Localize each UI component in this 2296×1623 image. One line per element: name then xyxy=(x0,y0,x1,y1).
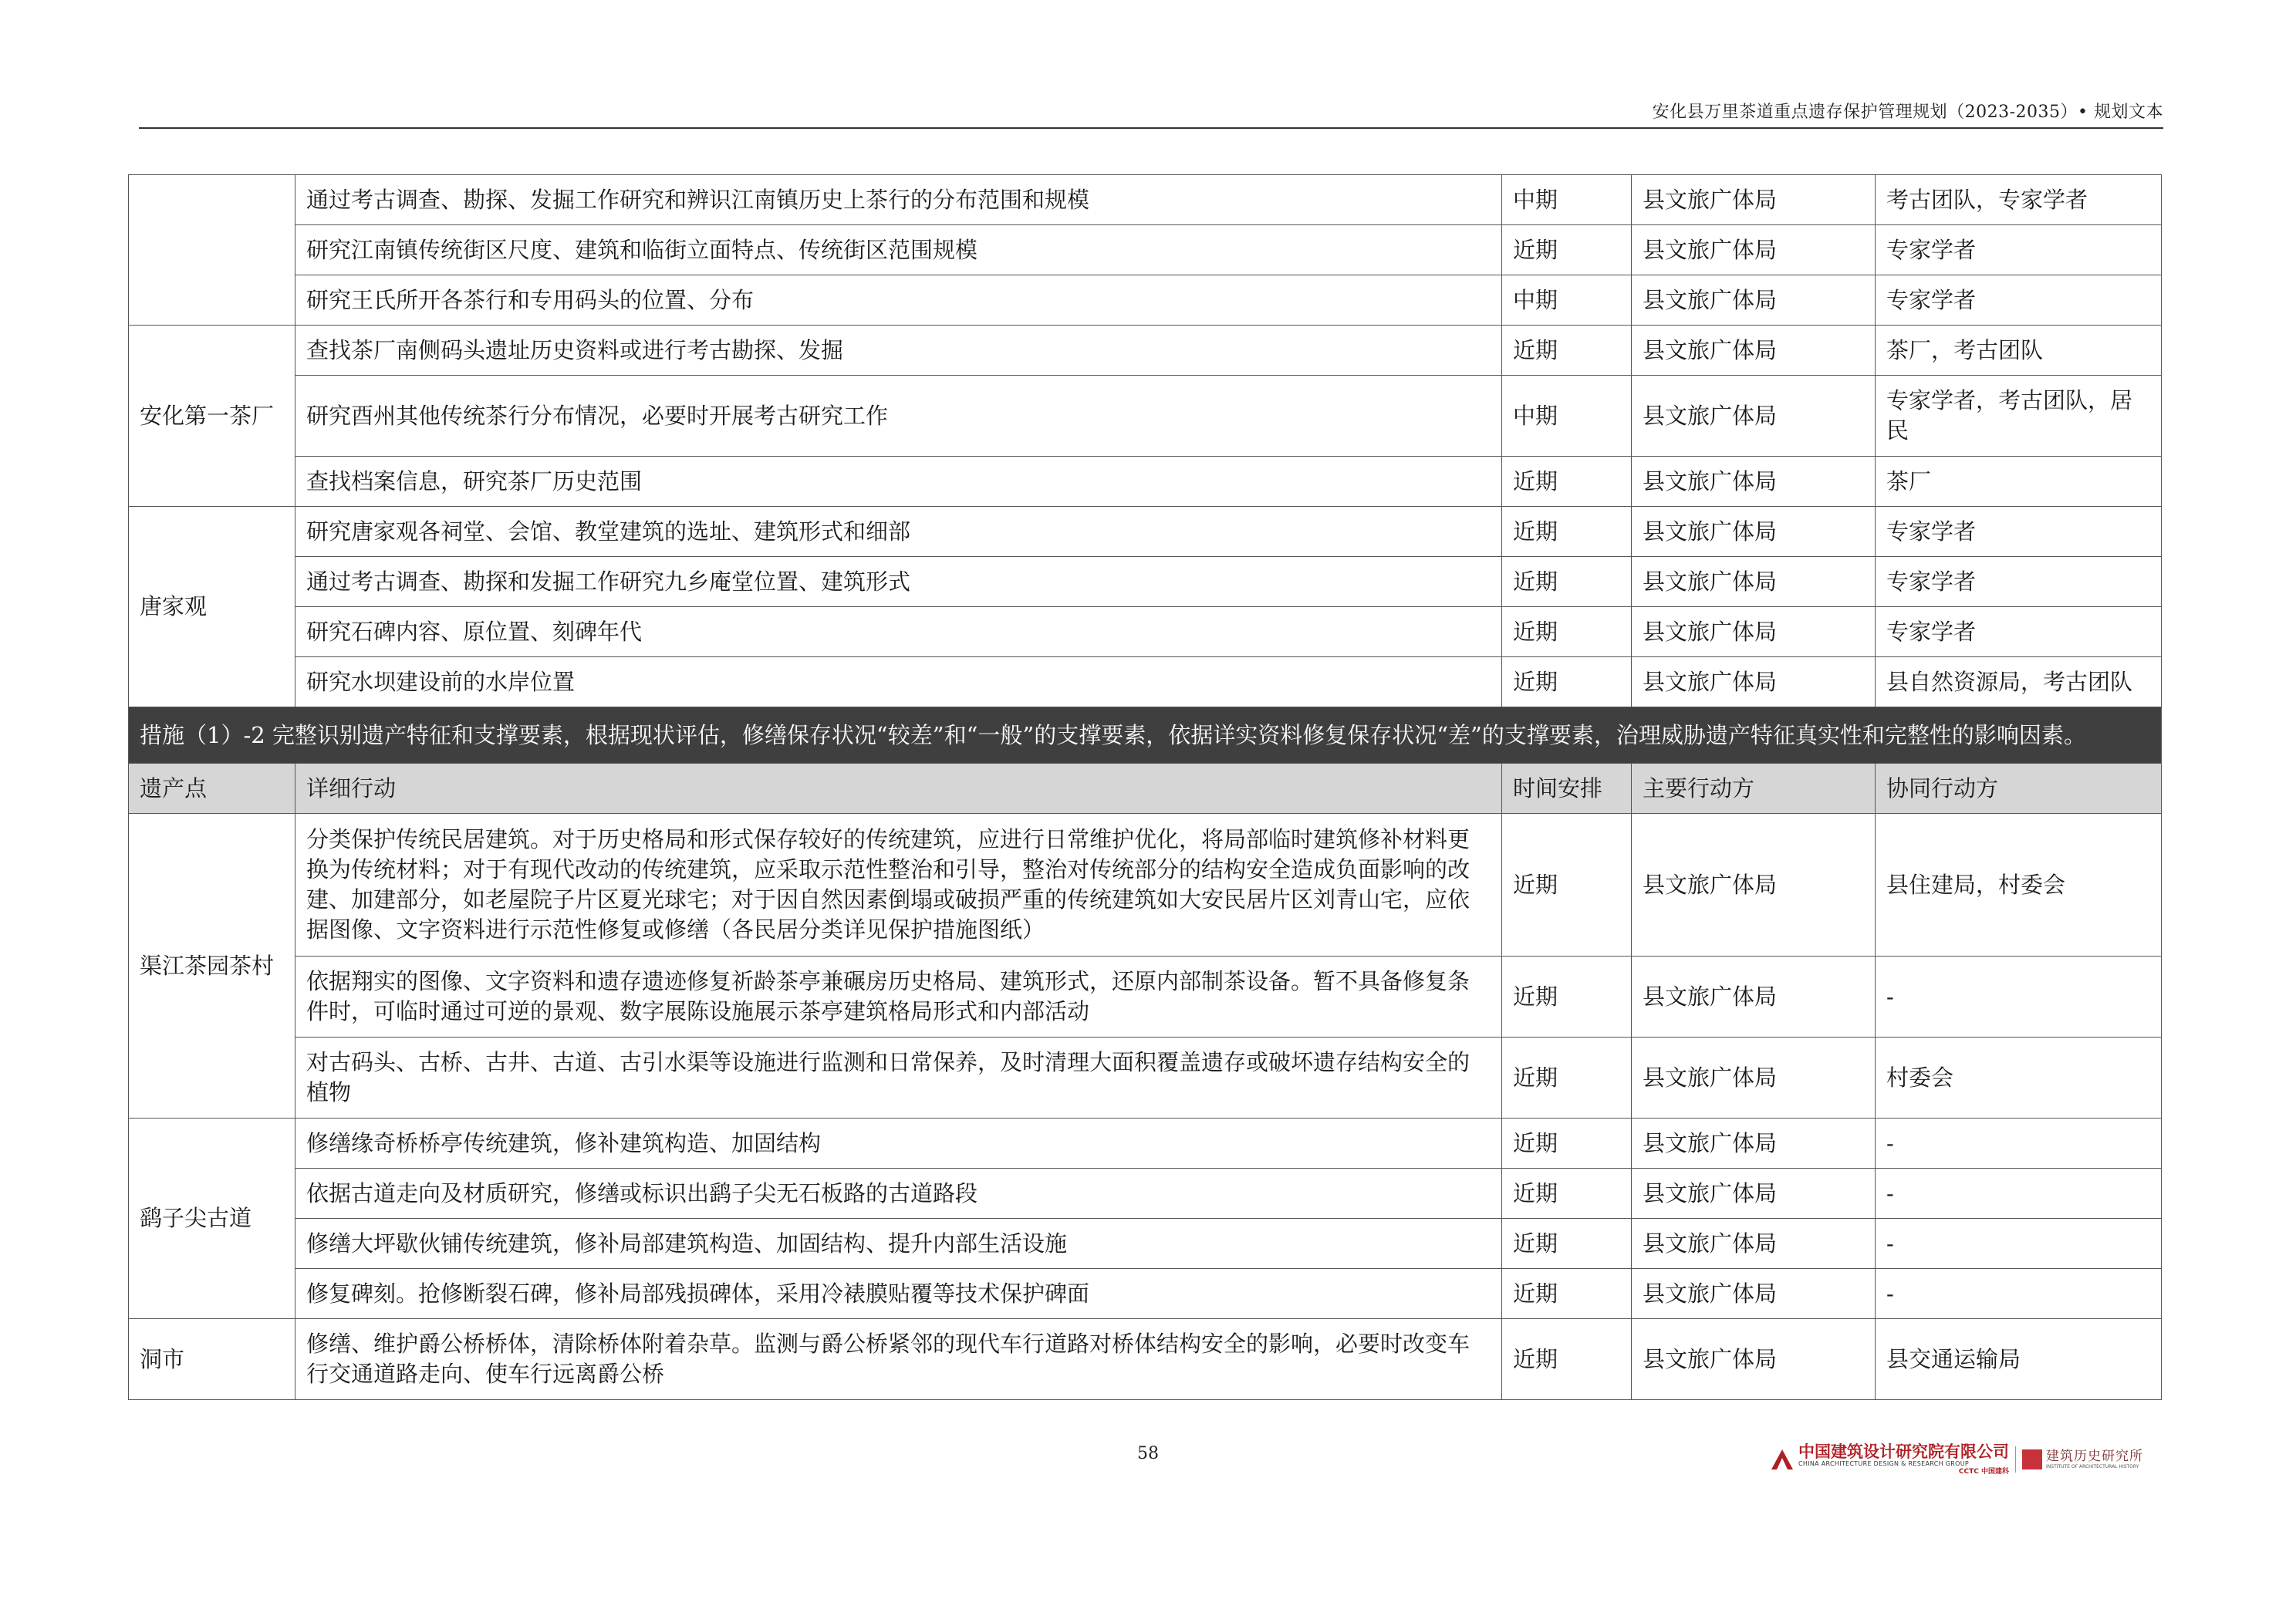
time-cell: 近期 xyxy=(1502,814,1632,957)
partner-cell: 茶厂，考古团队 xyxy=(1876,326,2162,376)
lead-cell: 县文旅广体局 xyxy=(1632,657,1876,707)
logo-divider xyxy=(2015,1446,2016,1473)
institute-logo xyxy=(2046,1449,2143,1470)
action-cell: 研究石碑内容、原位置、刻碑年代 xyxy=(295,607,1502,657)
cctc-logo: CCTC 中国建科 xyxy=(1958,1468,2009,1476)
column-header-lead: 主要行动方 xyxy=(1632,764,1876,814)
action-cell: 研究水坝建设前的水岸位置 xyxy=(295,657,1502,707)
partner-cell: 茶厂 xyxy=(1876,457,2162,507)
lead-cell: 县文旅广体局 xyxy=(1632,557,1876,607)
partner-cell: 专家学者 xyxy=(1876,507,2162,557)
action-cell: 依据翔实的图像、文字资料和遗存遗迹修复祈龄茶亭兼碾房历史格局、建筑形式，还原内部制茶设备。暂不具备修复条件时，可临时通过可逆的景观、数字展陈设施展示茶亭建筑格局形式和内部活动 xyxy=(295,957,1502,1038)
action-cell: 研究江南镇传统街区尺度、建筑和临街立面特点、传统街区范围规模 xyxy=(295,225,1502,275)
time-cell: 近期 xyxy=(1502,507,1632,557)
cadg-logo-text xyxy=(1798,1443,2009,1476)
table-row xyxy=(129,957,2162,1038)
partner-cell: 县交通运输局 xyxy=(1876,1319,2162,1400)
table-row xyxy=(129,1169,2162,1219)
table-row xyxy=(129,225,2162,275)
time-cell: 近期 xyxy=(1502,1219,1632,1269)
measure-banner-row xyxy=(129,707,2162,764)
partner-cell: - xyxy=(1876,1119,2162,1169)
action-cell: 修缮缘奇桥桥亭传统建筑，修补建筑构造、加固结构 xyxy=(295,1119,1502,1169)
site-cell xyxy=(129,175,295,326)
action-cell: 通过考古调查、勘探、发掘工作研究和辨识江南镇历史上茶行的分布范围和规模 xyxy=(295,175,1502,225)
table-row xyxy=(129,557,2162,607)
action-cell: 对古码头、古桥、古井、古道、古引水渠等设施进行监测和日常保养，及时清理大面积覆盖遗存或破坏遗存结构安全的植物 xyxy=(295,1038,1502,1119)
site-cell: 安化第一茶厂 xyxy=(129,326,295,507)
lead-cell: 县文旅广体局 xyxy=(1632,457,1876,507)
institute-seal-icon xyxy=(2022,1449,2042,1469)
action-plan-table xyxy=(128,174,2162,1400)
table-row xyxy=(129,814,2162,957)
lead-cell: 县文旅广体局 xyxy=(1632,1269,1876,1319)
partner-cell: 专家学者 xyxy=(1876,275,2162,326)
time-cell: 近期 xyxy=(1502,457,1632,507)
action-cell: 修复碑刻。抢修断裂石碑，修补局部残损碑体，采用冷裱膜贴覆等技术保护碑面 xyxy=(295,1269,1502,1319)
table-row xyxy=(129,657,2162,707)
action-cell: 修缮大坪歇伙铺传统建筑，修补局部建筑构造、加固结构、提升内部生活设施 xyxy=(295,1219,1502,1269)
partner-cell: - xyxy=(1876,1219,2162,1269)
partner-cell: 专家学者 xyxy=(1876,225,2162,275)
partner-cell: 专家学者 xyxy=(1876,557,2162,607)
partner-cell: 专家学者，考古团队，居民 xyxy=(1876,376,2162,457)
time-cell: 近期 xyxy=(1502,1169,1632,1219)
site-cell: 唐家观 xyxy=(129,507,295,707)
measure-banner: 措施（1）-2 完整识别遗产特征和支撑要素，根据现状评估，修缮保存状况“较差”和“一般”的支撑要素，依据详实资料修复保存状况“差”的支撑要素，治理威胁遗产特征真实性和完整性的影响因素。 xyxy=(129,707,2162,764)
site-cell: 渠江茶园茶村 xyxy=(129,814,295,1119)
column-header-action: 详细行动 xyxy=(295,764,1502,814)
action-cell: 通过考古调查、勘探和发掘工作研究九乡庵堂位置、建筑形式 xyxy=(295,557,1502,607)
partner-cell: 县住建局，村委会 xyxy=(1876,814,2162,957)
lead-cell: 县文旅广体局 xyxy=(1632,507,1876,557)
lead-cell: 县文旅广体局 xyxy=(1632,957,1876,1038)
cadg-logo-en: CHINA ARCHITECTURE DESIGN & RESEARCH GROUP xyxy=(1798,1460,1969,1467)
lead-cell: 县文旅广体局 xyxy=(1632,376,1876,457)
table-row xyxy=(129,1119,2162,1169)
time-cell: 近期 xyxy=(1502,1269,1632,1319)
action-cell: 研究酉州其他传统茶行分布情况，必要时开展考古研究工作 xyxy=(295,376,1502,457)
column-header-row xyxy=(129,764,2162,814)
action-cell: 修缮、维护爵公桥桥体，清除桥体附着杂草。监测与爵公桥紧邻的现代车行道路对桥体结构安全的影响，必要时改变车行交通道路走向、使车行远离爵公桥 xyxy=(295,1319,1502,1400)
table-row xyxy=(129,457,2162,507)
time-cell: 近期 xyxy=(1502,557,1632,607)
lead-cell: 县文旅广体局 xyxy=(1632,275,1876,326)
table-row xyxy=(129,507,2162,557)
site-cell: 鹞子尖古道 xyxy=(129,1119,295,1319)
partner-cell: - xyxy=(1876,1269,2162,1319)
header-title: 安化县万里茶道重点遗存保护管理规划（2023-2035）• 规划文本 xyxy=(1652,103,2163,122)
lead-cell: 县文旅广体局 xyxy=(1632,607,1876,657)
time-cell: 近期 xyxy=(1502,326,1632,376)
column-header-partner: 协同行动方 xyxy=(1876,764,2162,814)
table-row xyxy=(129,607,2162,657)
action-cell: 查找茶厂南侧码头遗址历史资料或进行考古勘探、发掘 xyxy=(295,326,1502,376)
page-number: 58 xyxy=(1137,1444,1159,1463)
time-cell: 中期 xyxy=(1502,175,1632,225)
footer-logos xyxy=(1771,1444,2143,1475)
time-cell: 近期 xyxy=(1502,1319,1632,1400)
lead-cell: 县文旅广体局 xyxy=(1632,1319,1876,1400)
time-cell: 近期 xyxy=(1502,1119,1632,1169)
lead-cell: 县文旅广体局 xyxy=(1632,1219,1876,1269)
partner-cell: 专家学者 xyxy=(1876,607,2162,657)
partner-cell: 村委会 xyxy=(1876,1038,2162,1119)
cadg-logo-icon xyxy=(1771,1449,1794,1470)
site-cell: 洞市 xyxy=(129,1319,295,1400)
cadg-logo-cn: 中国建筑设计研究院有限公司 xyxy=(1798,1442,2009,1461)
table-row xyxy=(129,326,2162,376)
time-cell: 近期 xyxy=(1502,225,1632,275)
action-cell: 依据古道走向及材质研究，修缮或标识出鹞子尖无石板路的古道路段 xyxy=(295,1169,1502,1219)
action-cell: 分类保护传统民居建筑。对于历史格局和形式保存较好的传统建筑，应进行日常维护优化，将局部临时建筑修补材料更换为传统材料；对于有现代改动的传统建筑，应采取示范性整治和引导，整治对传统部分的结构安全造成负面影响的改建、加建部分，如老屋院子片区夏光球宅；对于因自然因素倒塌或破损严重的传统建筑如大安民居片区刘青山宅，应依据图像、文字资料进行示范性修复或修缮（各民居分类详见保护措施图纸） xyxy=(295,814,1502,957)
institute-name-cn: 建筑历史研究所 xyxy=(2046,1449,2143,1464)
table-row xyxy=(129,1038,2162,1119)
institute-name-en: INSTITUTE OF ARCHITECTURAL HISTORY xyxy=(2046,1464,2139,1469)
action-cell: 查找档案信息，研究茶厂历史范围 xyxy=(295,457,1502,507)
time-cell: 近期 xyxy=(1502,1038,1632,1119)
lead-cell: 县文旅广体局 xyxy=(1632,814,1876,957)
table-row xyxy=(129,376,2162,457)
lead-cell: 县文旅广体局 xyxy=(1632,1169,1876,1219)
action-cell: 研究唐家观各祠堂、会馆、教堂建筑的选址、建筑形式和细部 xyxy=(295,507,1502,557)
time-cell: 近期 xyxy=(1502,957,1632,1038)
table-row xyxy=(129,175,2162,225)
table-row xyxy=(129,1269,2162,1319)
table-row xyxy=(129,275,2162,326)
time-cell: 近期 xyxy=(1502,657,1632,707)
time-cell: 中期 xyxy=(1502,275,1632,326)
partner-cell: - xyxy=(1876,1169,2162,1219)
lead-cell: 县文旅广体局 xyxy=(1632,326,1876,376)
partner-cell: - xyxy=(1876,957,2162,1038)
action-cell: 研究王氏所开各茶行和专用码头的位置、分布 xyxy=(295,275,1502,326)
column-header-time: 时间安排 xyxy=(1502,764,1632,814)
header-rule xyxy=(139,127,2163,129)
lead-cell: 县文旅广体局 xyxy=(1632,225,1876,275)
lead-cell: 县文旅广体局 xyxy=(1632,1038,1876,1119)
column-header-site: 遗产点 xyxy=(129,764,295,814)
table-row xyxy=(129,1319,2162,1400)
partner-cell: 县自然资源局，考古团队 xyxy=(1876,657,2162,707)
lead-cell: 县文旅广体局 xyxy=(1632,1119,1876,1169)
lead-cell: 县文旅广体局 xyxy=(1632,175,1876,225)
partner-cell: 考古团队，专家学者 xyxy=(1876,175,2162,225)
time-cell: 中期 xyxy=(1502,376,1632,457)
time-cell: 近期 xyxy=(1502,607,1632,657)
table-row xyxy=(129,1219,2162,1269)
